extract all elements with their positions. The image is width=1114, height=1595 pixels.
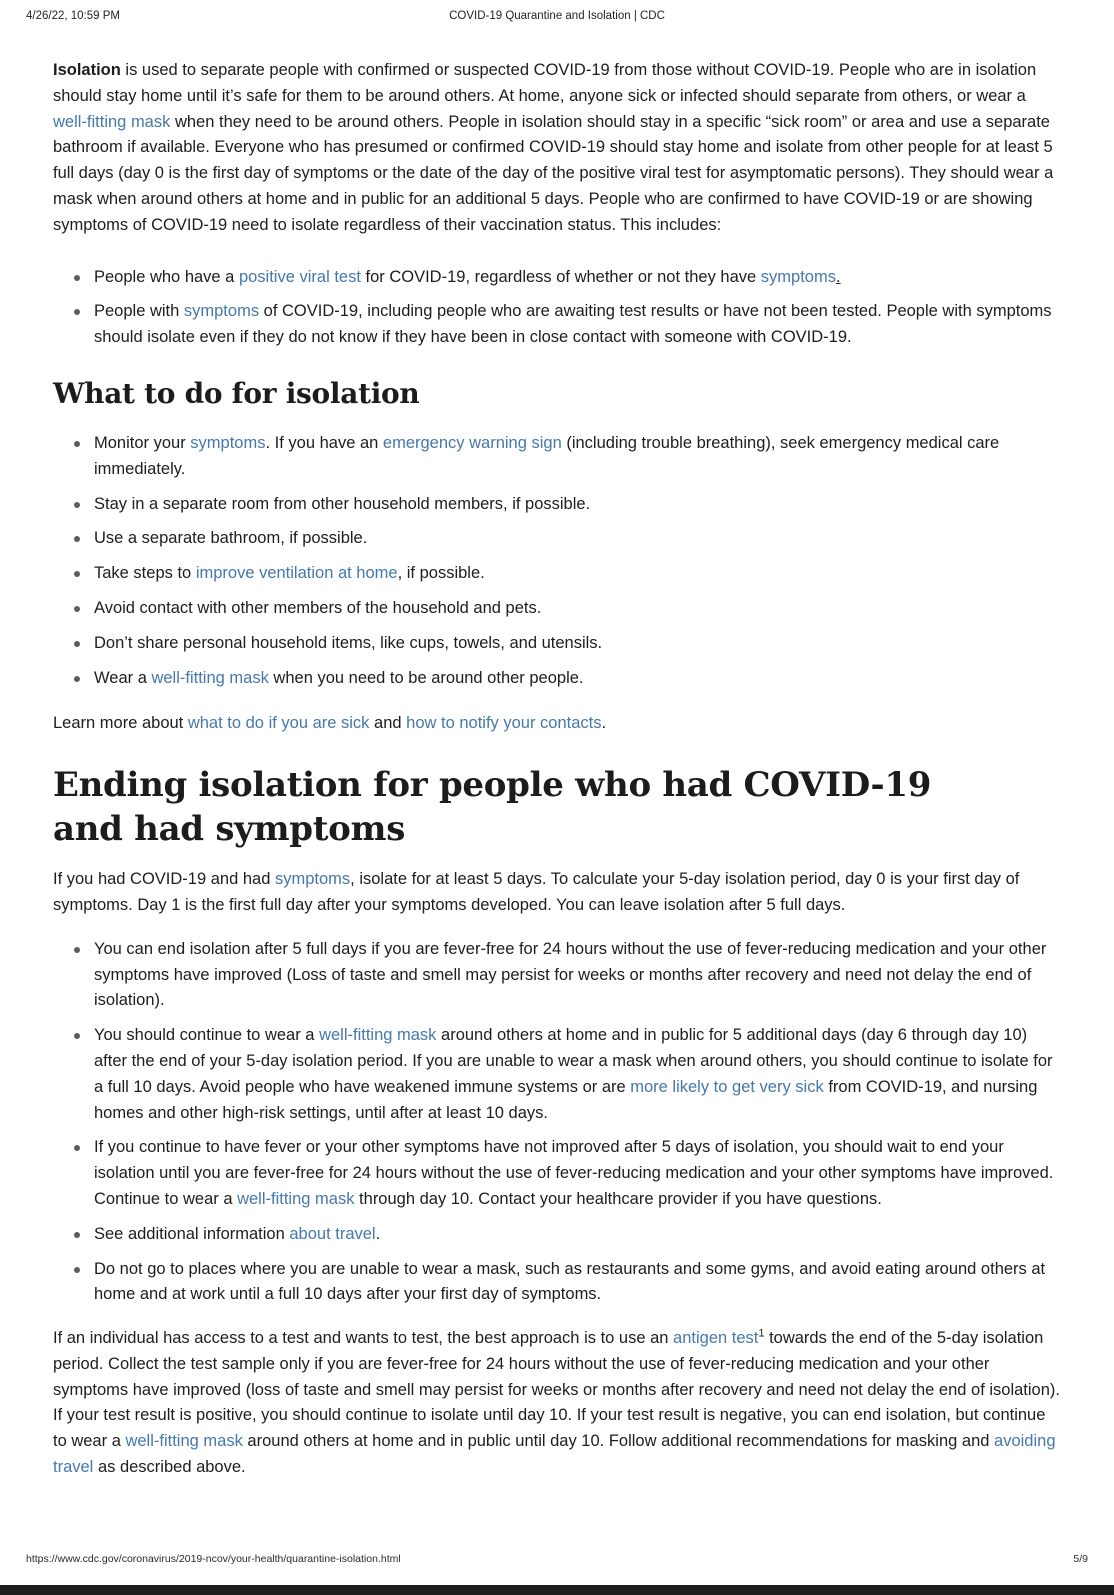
antigen-test-paragraph: [53, 1326, 1061, 1481]
list-item: [94, 265, 1061, 291]
text-segment: when you need to be around other people.: [268, 668, 584, 687]
inline-link[interactable]: avoiding travel: [53, 1432, 1056, 1477]
text-segment: , isolate for at least 5 days. To calculate your 5-day isolation period, day 0 is your first day of symptoms. Day 1 is the first full day after your symptoms developed. You can leave isolation after 5 full days.: [53, 870, 1020, 914]
text-segment: is used to separate people with confirmed or suspected COVID-19 from those without COVID-19. People who are in isolation should stay home until it’s safe for them to be around others. At home, anyone sick or infected should separate from others, or wear a: [53, 61, 1037, 105]
inline-link[interactable]: what to do if you are sick: [187, 714, 370, 733]
text-segment: , if possible.: [397, 564, 485, 583]
list-item: [94, 596, 1061, 622]
list-item: [94, 526, 1061, 552]
list-item: [94, 1222, 1061, 1248]
inline-link[interactable]: emergency warning sign: [382, 433, 562, 452]
text-segment: towards the end of the 5-day isolation period. Collect the test sample only if you are fever-free for 24 hours without the use of fever-reducing medication and your other symptoms have improved (loss of taste and smell may persist for weeks or months after recovery and need not delay the end of isolation). If your test result is positive, you should continue to isolate until day 10. If your test result is negative, you can end isolation, but continue to wear a: [53, 1329, 1060, 1451]
text-segment: for COVID-19, regardless of whether or not they have: [360, 267, 761, 286]
inline-link[interactable]: well-fitting mask: [151, 668, 269, 687]
text-segment: You should continue to wear a: [94, 1026, 320, 1045]
ending-intro-paragraph: [53, 867, 1061, 919]
heading-ending-isolation: Ending isolation for people who had COVID-19 and had symptoms: [53, 765, 932, 850]
text-segment: Wear a: [94, 668, 152, 687]
text-segment: Use a separate bathroom, if possible.: [94, 529, 368, 548]
text-segment: People who have a: [94, 267, 239, 286]
text-segment: People with: [94, 302, 184, 321]
inline-link[interactable]: symptoms: [274, 870, 351, 889]
list-item: [94, 561, 1061, 587]
inline-link[interactable]: well-fitting mask: [237, 1189, 355, 1208]
list-item: [94, 492, 1061, 518]
list-item: [94, 1023, 1061, 1126]
text-segment: .: [835, 267, 841, 286]
bottom-bar: [0, 1585, 1114, 1595]
inline-link[interactable]: well-fitting mask: [319, 1026, 437, 1045]
ending-isolation-list: [53, 937, 1061, 1308]
inline-link[interactable]: symptoms: [190, 433, 266, 452]
heading-what-to-do-for-isolation: What to do for isolation: [53, 376, 420, 410]
footer-url: https://www.cdc.gov/coronavirus/2019-ncov/your-health/quarantine-isolation.html: [26, 1553, 401, 1565]
list-item: [94, 1257, 1061, 1309]
text-segment: of COVID-19, including people who are awaiting test results or have not been tested. People with symptoms should isolate even if they do not know if they have been in close contact with someone with COVID-19.: [94, 302, 1052, 347]
inline-link[interactable]: symptoms: [183, 302, 260, 321]
text-segment: You can end isolation after 5 full days if you are fever-free for 24 hours without the use of fever-reducing medication and your other symptoms have improved (Loss of taste and smell may persist for weeks or months after recovery and need not delay the end of isolation).: [94, 939, 1047, 1010]
what-to-do-list: [53, 431, 1061, 691]
inline-link[interactable]: about travel: [289, 1224, 376, 1243]
text-segment: If an individual has access to a test and wants to test, the best approach is to use an: [53, 1329, 674, 1348]
text-segment: Avoid contact with other members of the household and pets.: [94, 598, 542, 617]
list-item: [94, 299, 1061, 351]
text-segment: through day 10. Contact your healthcare provider if you have questions.: [354, 1189, 882, 1208]
list-item: [94, 631, 1061, 657]
text-segment: Take steps to: [94, 564, 196, 583]
print-datetime: 4/26/22, 10:59 PM: [26, 10, 120, 22]
text-segment: as described above.: [93, 1458, 246, 1477]
list-item: [94, 431, 1061, 483]
list-item: [94, 666, 1061, 692]
text-segment: . If you have an: [265, 433, 383, 452]
inline-link[interactable]: positive viral test: [238, 267, 361, 286]
inline-link[interactable]: well-fitting mask: [125, 1432, 243, 1451]
text-segment: If you had COVID-19 and had: [53, 870, 275, 889]
text-segment: Learn more about: [53, 714, 188, 733]
footnote-marker: 1: [758, 1327, 765, 1340]
print-title: COVID-19 Quarantine and Isolation | CDC: [449, 10, 665, 22]
text-segment: Do not go to places where you are unable to wear a mask, such as restaurants and some gyms, and avoid eating around others at home and at work until a full 10 days after your first day of symptoms.: [94, 1259, 1046, 1304]
intro-paragraph: [53, 58, 1061, 239]
document-body: [53, 58, 1061, 1481]
list-item: [94, 937, 1061, 1014]
inline-link[interactable]: more likely to get very sick: [630, 1077, 824, 1096]
inline-link[interactable]: how to notify your contacts: [406, 714, 602, 733]
print-footer: [26, 1553, 1088, 1565]
text-segment: Monitor your: [94, 433, 191, 452]
text-segment: See additional information: [94, 1224, 290, 1243]
inline-link[interactable]: well-fitting mask: [53, 112, 171, 131]
text-segment: Isolation: [53, 61, 121, 79]
text-segment: and: [369, 714, 407, 733]
text-segment: around others at home and in public until day 10. Follow additional recommendations for masking and: [242, 1432, 995, 1451]
text-segment: Don’t share personal household items, like cups, towels, and utensils.: [94, 633, 603, 652]
isolation-includes-list: [53, 265, 1061, 351]
text-segment: (including trouble breathing), seek emergency medical care immediately.: [94, 433, 1000, 478]
print-header: [0, 10, 1114, 26]
footer-page-number: 5/9: [1073, 1553, 1088, 1565]
text-segment: .: [601, 714, 607, 733]
text-segment: Stay in a separate room from other household members, if possible.: [94, 494, 591, 513]
text-segment: from COVID-19, and nursing homes and other high-risk settings, until after at least 10 days.: [94, 1077, 1038, 1122]
text-segment: when they need to be around others. People in isolation should stay in a specific “sick room” or area and use a separate bathroom if available. Everyone who has presumed or confirmed COVID-19 should stay home and isolate from other people for at least 5 full days (day 0 is the first day of symptoms or the date of the day of the positive viral test for asymptomatic persons). They should wear a mask when around others at home and in public for an additional 5 days. People who are confirmed to have COVID-19 or are showing symptoms of COVID-19 need to isolate regardless of their vaccination status. This includes:: [53, 112, 1054, 234]
list-item: [94, 1135, 1061, 1212]
text-segment: .: [375, 1224, 381, 1243]
inline-link[interactable]: improve ventilation at home: [195, 564, 398, 583]
learn-more-paragraph: [53, 711, 1061, 737]
inline-link[interactable]: symptoms: [760, 267, 836, 286]
text-segment: If you continue to have fever or your other symptoms have not improved after 5 days of isolation, you should wait to end your isolation until you are fever-free for 24 hours without the use of fever-reducing medication and your other symptoms have improved. Continue to wear a: [94, 1138, 1054, 1208]
inline-link[interactable]: antigen test: [673, 1329, 759, 1348]
text-segment: around others at home and in public for 5 additional days (day 6 through day 10) after the end of your 5-day isolation period. If you are unable to wear a mask when around others, you should continue to isolate for a full 10 days. Avoid people who have weakened immune systems or are: [94, 1026, 1053, 1096]
